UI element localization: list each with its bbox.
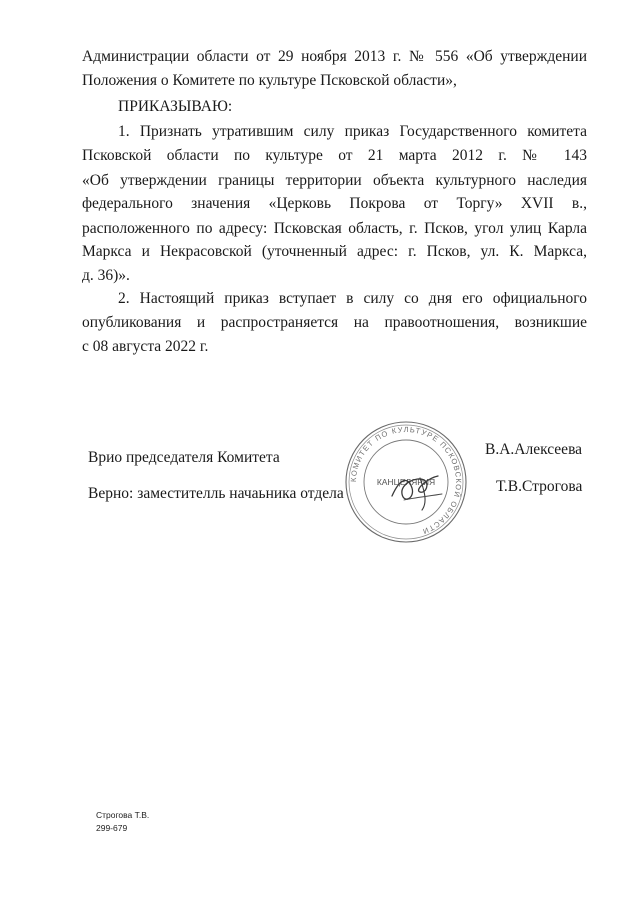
- intro-line-1: Администрации области от 29 ноября 2013 г. № 556 «Об утверждении: [82, 48, 587, 65]
- footer-author: Строгова Т.В.: [96, 810, 150, 820]
- item1-line-3: «Об утверждении границы территории объекта культурного наследия: [82, 172, 587, 189]
- footer-phone: 299-679: [96, 823, 128, 833]
- copy-name: Т.В.Строгова: [496, 478, 583, 495]
- chair-title: Врио председателя Комитета: [88, 449, 280, 466]
- chair-name: В.А.Алексеева: [485, 441, 583, 458]
- item1-line-1: 1. Признать утратившим силу приказ Государственного комитета: [118, 123, 587, 140]
- item1-line-7: д. 36)».: [82, 267, 130, 284]
- item1-line-2: Псковской области по культуре от 21 марта 2012 г. № 143: [82, 147, 587, 164]
- copy-title: Верно: заместителль начаьника отдела: [88, 485, 344, 502]
- item2-line-2: опубликования и распространяется на правоотношения, возникшие: [82, 314, 587, 331]
- intro-line-2: Положения о Комитете по культуре Псковской области»,: [82, 72, 457, 89]
- item2-line-1: 2. Настоящий приказ вступает в силу со дня его официального: [118, 290, 587, 307]
- svg-text:КАНЦЕЛЯРИЯ: КАНЦЕЛЯРИЯ: [376, 477, 436, 487]
- official-stamp: [342, 418, 470, 546]
- order-heading: ПРИКАЗЫВАЮ:: [118, 98, 233, 115]
- item1-line-4: федерального значения «Церковь Покрова от Торгу» XVII в.,: [82, 195, 587, 212]
- svg-text:КОМИТЕТ ПО КУЛЬТУРЕ ПСКОВСКОЙ: КОМИТЕТ ПО КУЛЬТУРЕ ПСКОВСКОЙ ОБЛАСТИ: [348, 424, 464, 537]
- item1-line-6: Маркса и Некрасовской (уточненный адрес: г. Псков, ул. К. Маркса,: [82, 243, 587, 260]
- item2-line-3: с 08 августа 2022 г.: [82, 338, 209, 355]
- item1-line-5: расположенного по адресу: Псковская область, г. Псков, угол улиц Карла: [82, 220, 587, 237]
